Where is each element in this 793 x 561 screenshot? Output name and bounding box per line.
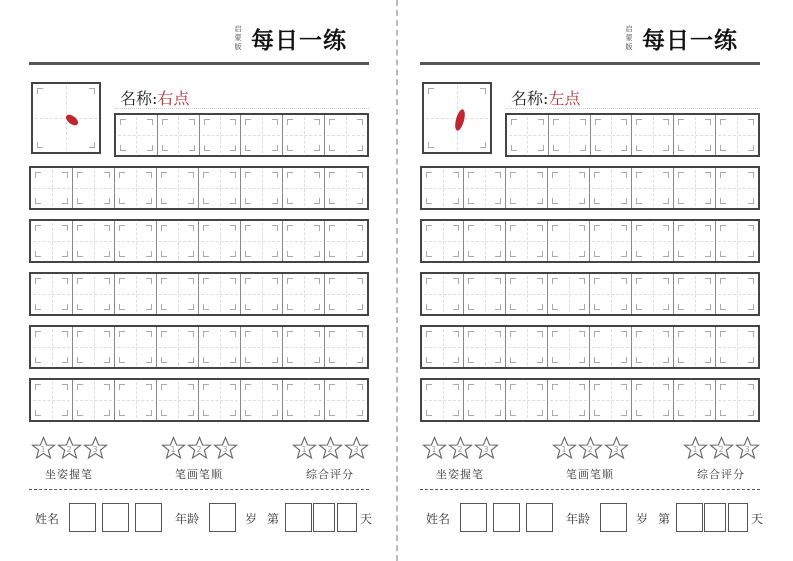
dashed-separator bbox=[29, 489, 369, 490]
worksheet-left-dot bbox=[420, 0, 762, 561]
practice-cell[interactable] bbox=[157, 168, 199, 208]
practice-cell[interactable] bbox=[548, 221, 590, 261]
badge-char: 启 bbox=[625, 25, 633, 33]
practice-cell[interactable] bbox=[241, 327, 283, 367]
student-info bbox=[420, 503, 762, 533]
practice-cell[interactable] bbox=[674, 168, 716, 208]
star-number: 3 bbox=[483, 445, 489, 454]
star-icon[interactable] bbox=[292, 436, 317, 460]
star-icon[interactable] bbox=[161, 436, 186, 460]
practice-cell[interactable] bbox=[632, 274, 674, 314]
practice-cell[interactable] bbox=[548, 327, 590, 367]
practice-row bbox=[420, 272, 760, 316]
star-number: 3 bbox=[222, 445, 228, 454]
day-box[interactable] bbox=[704, 503, 726, 532]
criteria-sitting-grip bbox=[28, 436, 110, 482]
star-number: 2 bbox=[327, 445, 333, 454]
practice-cell[interactable] bbox=[422, 327, 464, 367]
practice-cell[interactable] bbox=[674, 327, 716, 367]
practice-row bbox=[29, 378, 369, 422]
star-number: 1 bbox=[40, 445, 46, 454]
practice-cell[interactable] bbox=[464, 327, 506, 367]
day-box[interactable] bbox=[728, 503, 748, 532]
day-prefix: 第 bbox=[267, 512, 280, 526]
practice-cell[interactable] bbox=[73, 221, 115, 261]
practice-cell[interactable] bbox=[31, 221, 73, 261]
criteria-label: 坐姿握笔 bbox=[45, 468, 93, 481]
star-number: 1 bbox=[561, 445, 567, 454]
star-number: 3 bbox=[613, 445, 619, 454]
practice-cell[interactable] bbox=[325, 115, 367, 155]
stroke-name bbox=[120, 86, 189, 109]
practice-cell[interactable] bbox=[283, 115, 325, 155]
star-number: 2 bbox=[718, 445, 724, 454]
practice-cell[interactable] bbox=[158, 115, 200, 155]
name-box[interactable] bbox=[493, 503, 520, 532]
header-rule bbox=[29, 62, 369, 65]
name-box[interactable] bbox=[526, 503, 553, 532]
star-icon[interactable] bbox=[213, 436, 238, 460]
practice-cell[interactable] bbox=[200, 115, 242, 155]
practice-cell[interactable] bbox=[506, 380, 548, 420]
header-rule bbox=[420, 62, 760, 65]
practice-cell[interactable] bbox=[590, 221, 632, 261]
practice-cell[interactable] bbox=[506, 168, 548, 208]
practice-cell[interactable] bbox=[115, 274, 157, 314]
star-icon[interactable] bbox=[604, 436, 629, 460]
name-value: 右点 bbox=[157, 89, 190, 108]
practice-cell[interactable] bbox=[548, 168, 590, 208]
practice-row bbox=[505, 113, 760, 157]
practice-cell[interactable] bbox=[632, 168, 674, 208]
practice-cell[interactable] bbox=[199, 380, 241, 420]
practice-cell[interactable] bbox=[241, 168, 283, 208]
practice-cell[interactable] bbox=[716, 115, 758, 155]
name-box[interactable] bbox=[135, 503, 162, 532]
star-icon[interactable] bbox=[187, 436, 212, 460]
name-prefix: 名称: bbox=[511, 89, 549, 108]
age-box[interactable] bbox=[209, 503, 236, 532]
practice-row bbox=[420, 219, 760, 263]
practice-cell[interactable] bbox=[115, 327, 157, 367]
practice-cell[interactable] bbox=[549, 115, 591, 155]
star-icon[interactable] bbox=[57, 436, 82, 460]
practice-cell[interactable] bbox=[507, 115, 549, 155]
age-label: 年龄 bbox=[175, 512, 200, 526]
criteria-label: 综合评分 bbox=[697, 468, 745, 481]
badge-char: 启 bbox=[234, 25, 242, 33]
star-rating[interactable] bbox=[289, 436, 371, 460]
practice-cell[interactable] bbox=[422, 380, 464, 420]
practice-cell[interactable] bbox=[73, 327, 115, 367]
star-number: 2 bbox=[587, 445, 593, 454]
center-fold-line bbox=[396, 0, 398, 561]
criteria-label: 笔画笔顺 bbox=[175, 468, 223, 481]
day-suffix: 天 bbox=[360, 512, 373, 526]
practice-cell[interactable] bbox=[716, 221, 758, 261]
practice-cell[interactable] bbox=[73, 168, 115, 208]
name-label: 姓名 bbox=[426, 512, 451, 526]
day-prefix: 第 bbox=[658, 512, 671, 526]
practice-row bbox=[29, 166, 369, 210]
practice-cell[interactable] bbox=[632, 380, 674, 420]
practice-row bbox=[29, 272, 369, 316]
star-rating[interactable] bbox=[419, 436, 501, 460]
practice-cell[interactable] bbox=[590, 327, 632, 367]
practice-cell[interactable] bbox=[115, 380, 157, 420]
criteria-stroke-order bbox=[549, 436, 631, 482]
name-underline bbox=[506, 108, 760, 109]
practice-cell[interactable] bbox=[241, 274, 283, 314]
practice-cell[interactable] bbox=[674, 274, 716, 314]
practice-cell[interactable] bbox=[632, 221, 674, 261]
practice-cell[interactable] bbox=[590, 380, 632, 420]
practice-cell[interactable] bbox=[31, 168, 73, 208]
practice-cell[interactable] bbox=[241, 115, 283, 155]
criteria-label: 坐姿握笔 bbox=[436, 468, 484, 481]
practice-cell[interactable] bbox=[31, 274, 73, 314]
practice-row bbox=[420, 166, 760, 210]
name-label: 姓名 bbox=[35, 512, 60, 526]
practice-cell[interactable] bbox=[591, 115, 633, 155]
star-number: 2 bbox=[66, 445, 72, 454]
star-rating[interactable] bbox=[680, 436, 762, 460]
practice-cell[interactable] bbox=[157, 274, 199, 314]
name-box[interactable] bbox=[460, 503, 487, 532]
practice-row bbox=[420, 378, 760, 422]
name-value: 左点 bbox=[548, 89, 581, 108]
star-number: 3 bbox=[744, 445, 750, 454]
practice-row bbox=[114, 113, 369, 157]
practice-cell[interactable] bbox=[632, 115, 674, 155]
page-title: 每日一练 bbox=[642, 27, 738, 54]
star-number: 1 bbox=[301, 445, 307, 454]
practice-cell[interactable] bbox=[157, 221, 199, 261]
practice-cell[interactable] bbox=[199, 221, 241, 261]
practice-cell[interactable] bbox=[674, 221, 716, 261]
star-number: 1 bbox=[170, 445, 176, 454]
practice-cell[interactable] bbox=[325, 168, 367, 208]
practice-cell[interactable] bbox=[716, 380, 758, 420]
practice-cell[interactable] bbox=[283, 380, 325, 420]
practice-cell[interactable] bbox=[464, 221, 506, 261]
criteria-label: 笔画笔顺 bbox=[566, 468, 614, 481]
practice-cell[interactable] bbox=[422, 274, 464, 314]
practice-cell[interactable] bbox=[115, 221, 157, 261]
practice-cell[interactable] bbox=[325, 380, 367, 420]
star-rating[interactable] bbox=[28, 436, 110, 460]
practice-cell[interactable] bbox=[674, 380, 716, 420]
name-underline bbox=[115, 108, 369, 109]
age-unit: 岁 bbox=[636, 512, 649, 526]
stroke-sample-box bbox=[422, 82, 492, 154]
practice-cell[interactable] bbox=[199, 168, 241, 208]
practice-row bbox=[29, 219, 369, 263]
practice-cell[interactable] bbox=[73, 274, 115, 314]
star-number: 3 bbox=[92, 445, 98, 454]
practice-cell[interactable] bbox=[548, 274, 590, 314]
practice-cell[interactable] bbox=[506, 327, 548, 367]
practice-row bbox=[29, 325, 369, 369]
age-label: 年龄 bbox=[566, 512, 591, 526]
criteria-label: 综合评分 bbox=[306, 468, 354, 481]
practice-cell[interactable] bbox=[73, 380, 115, 420]
practice-cell[interactable] bbox=[674, 115, 716, 155]
page-title: 每日一练 bbox=[251, 27, 347, 54]
badge-char: 版 bbox=[234, 43, 242, 51]
age-box[interactable] bbox=[600, 503, 627, 532]
criteria-overall-score bbox=[680, 436, 762, 482]
star-number: 1 bbox=[692, 445, 698, 454]
practice-cell[interactable] bbox=[632, 327, 674, 367]
star-rating[interactable] bbox=[158, 436, 240, 460]
name-box[interactable] bbox=[69, 503, 96, 532]
criteria-overall-score bbox=[289, 436, 371, 482]
star-number: 1 bbox=[431, 445, 437, 454]
star-icon[interactable] bbox=[474, 436, 499, 460]
edition-badge bbox=[623, 25, 635, 52]
practice-cell[interactable] bbox=[716, 327, 758, 367]
student-info bbox=[29, 503, 371, 533]
stroke-name bbox=[511, 86, 580, 109]
day-suffix: 天 bbox=[751, 512, 764, 526]
practice-cell[interactable] bbox=[464, 380, 506, 420]
practice-cell[interactable] bbox=[199, 327, 241, 367]
star-number: 2 bbox=[196, 445, 202, 454]
practice-cell[interactable] bbox=[157, 380, 199, 420]
criteria-stroke-order bbox=[158, 436, 240, 482]
star-icon[interactable] bbox=[318, 436, 343, 460]
day-box[interactable] bbox=[285, 503, 312, 532]
practice-cell[interactable] bbox=[464, 274, 506, 314]
practice-cell[interactable] bbox=[422, 168, 464, 208]
badge-char: 版 bbox=[625, 43, 633, 51]
practice-cell[interactable] bbox=[506, 274, 548, 314]
practice-cell[interactable] bbox=[157, 327, 199, 367]
star-number: 3 bbox=[353, 445, 359, 454]
practice-cell[interactable] bbox=[31, 327, 73, 367]
edition-badge bbox=[232, 25, 244, 52]
practice-cell[interactable] bbox=[283, 168, 325, 208]
practice-cell[interactable] bbox=[241, 380, 283, 420]
star-icon[interactable] bbox=[709, 436, 734, 460]
age-unit: 岁 bbox=[245, 512, 258, 526]
star-icon[interactable] bbox=[578, 436, 603, 460]
practice-cell[interactable] bbox=[283, 274, 325, 314]
criteria-sitting-grip bbox=[419, 436, 501, 482]
star-rating[interactable] bbox=[549, 436, 631, 460]
left-dot-stroke-icon bbox=[453, 108, 466, 131]
day-box[interactable] bbox=[313, 503, 335, 532]
practice-cell[interactable] bbox=[116, 115, 158, 155]
practice-cell[interactable] bbox=[464, 168, 506, 208]
day-box[interactable] bbox=[337, 503, 357, 532]
star-icon[interactable] bbox=[448, 436, 473, 460]
star-icon[interactable] bbox=[552, 436, 577, 460]
name-box[interactable] bbox=[102, 503, 129, 532]
star-icon[interactable] bbox=[683, 436, 708, 460]
practice-cell[interactable] bbox=[590, 168, 632, 208]
star-icon[interactable] bbox=[31, 436, 56, 460]
practice-cell[interactable] bbox=[716, 168, 758, 208]
practice-cell[interactable] bbox=[115, 168, 157, 208]
practice-cell[interactable] bbox=[590, 274, 632, 314]
badge-char: 蒙 bbox=[625, 34, 633, 42]
practice-cell[interactable] bbox=[422, 221, 464, 261]
practice-cell[interactable] bbox=[716, 274, 758, 314]
practice-cell[interactable] bbox=[31, 380, 73, 420]
practice-cell[interactable] bbox=[283, 221, 325, 261]
practice-cell[interactable] bbox=[283, 327, 325, 367]
star-icon[interactable] bbox=[344, 436, 369, 460]
name-prefix: 名称: bbox=[120, 89, 158, 108]
star-number: 2 bbox=[457, 445, 463, 454]
star-icon[interactable] bbox=[83, 436, 108, 460]
practice-cell[interactable] bbox=[241, 221, 283, 261]
practice-cell[interactable] bbox=[325, 221, 367, 261]
practice-cell[interactable] bbox=[199, 274, 241, 314]
badge-char: 蒙 bbox=[234, 34, 242, 42]
star-icon[interactable] bbox=[735, 436, 760, 460]
practice-cell[interactable] bbox=[506, 221, 548, 261]
stroke-sample-box bbox=[31, 82, 101, 154]
worksheet-right-dot bbox=[29, 0, 371, 561]
practice-cell[interactable] bbox=[548, 380, 590, 420]
star-icon[interactable] bbox=[422, 436, 447, 460]
dashed-separator bbox=[420, 489, 760, 490]
practice-cell[interactable] bbox=[325, 327, 367, 367]
practice-cell[interactable] bbox=[325, 274, 367, 314]
day-box[interactable] bbox=[676, 503, 703, 532]
practice-row bbox=[420, 325, 760, 369]
